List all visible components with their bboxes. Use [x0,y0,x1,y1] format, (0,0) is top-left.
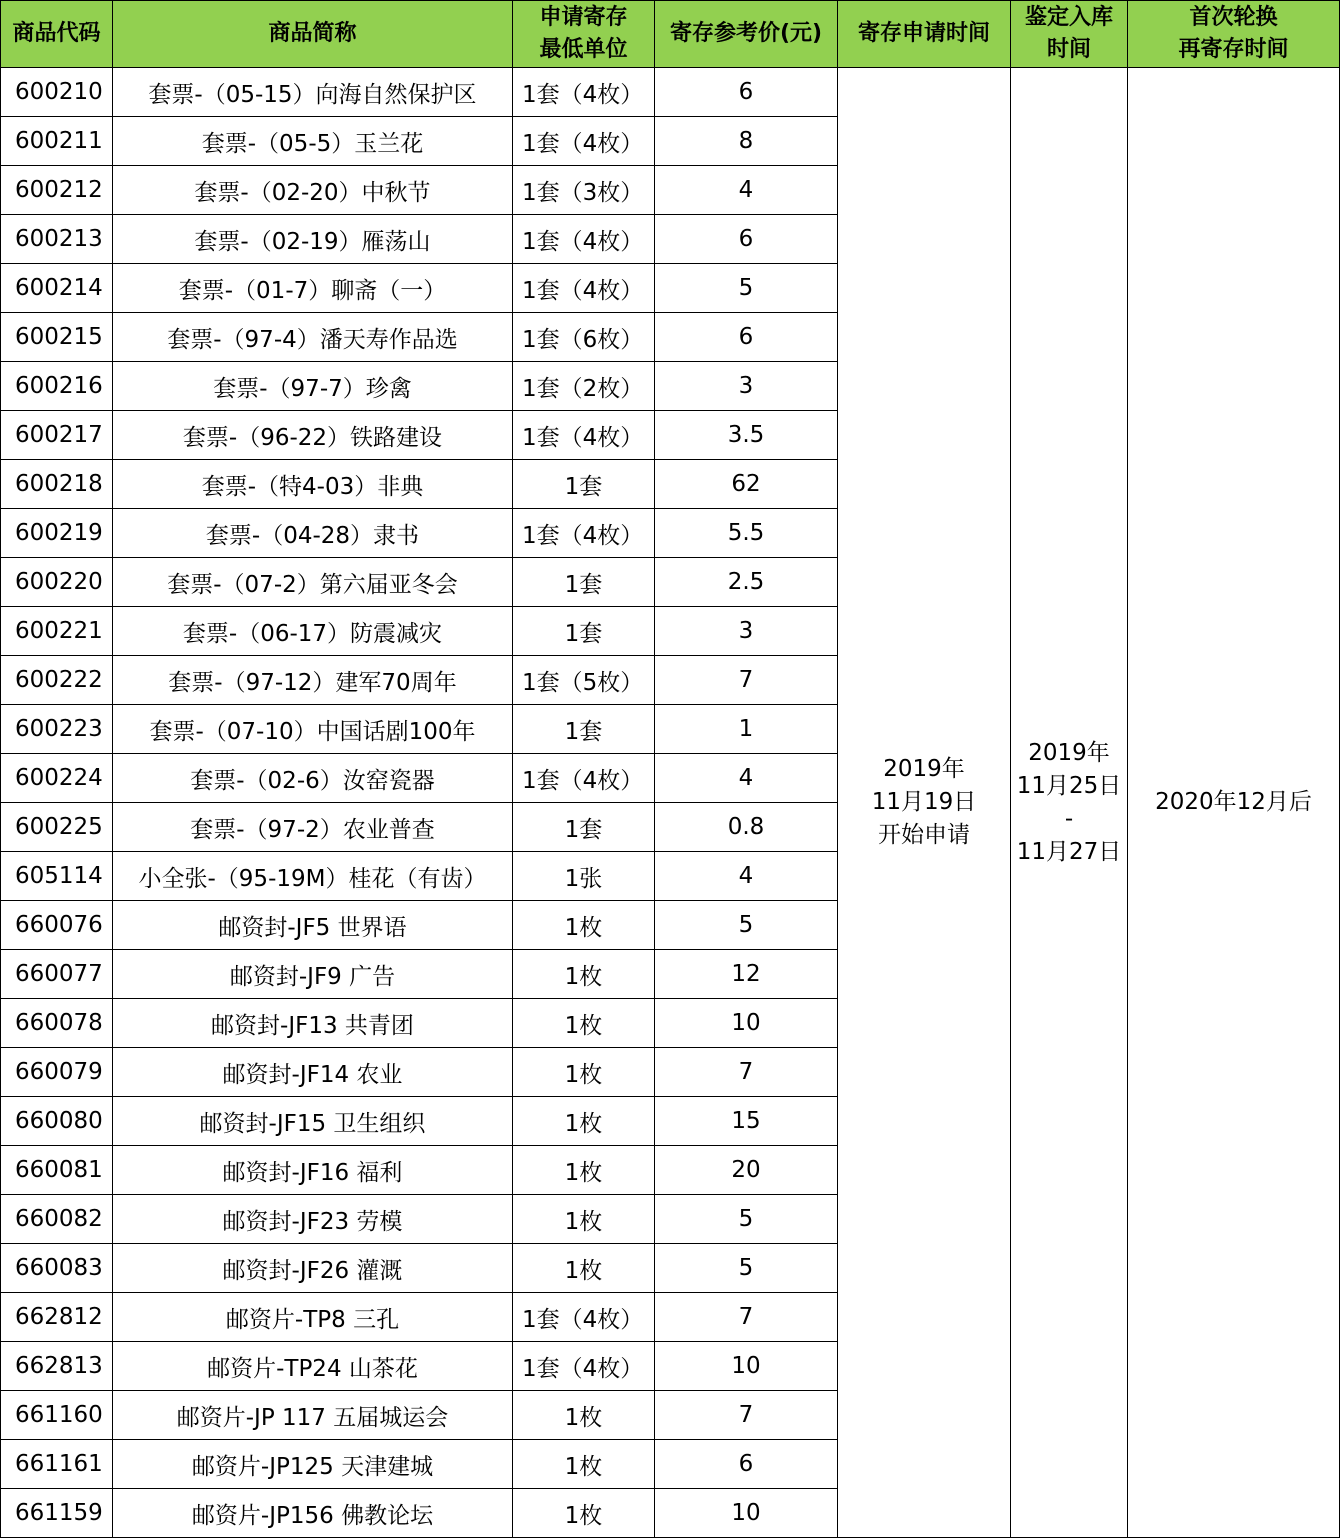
header-unit-line2: 最低单位 [539,37,628,62]
cell-unit: 1套 [513,460,655,509]
cell-price: 4 [655,166,838,215]
cell-name: 套票-（05-15）向海自然保护区 [113,68,513,117]
cell-name: 邮资片-JP125 天津建城 [113,1440,513,1489]
cell-name: 套票-（97-4）潘天寿作品选 [113,313,513,362]
cell-code: 600222 [1,656,113,705]
header-rotate-time [1128,1,1340,68]
cell-name: 邮资片-TP8 三孔 [113,1293,513,1342]
appraise-time-text: 11月25日 [1016,772,1122,799]
cell-unit: 1套（5枚） [513,656,655,705]
table-body [1,68,1340,1538]
header-appraise-time [1011,1,1128,68]
header-apply-time: 寄存申请时间 [838,1,1011,68]
header-row [1,1,1340,68]
cell-price: 3 [655,362,838,411]
cell-unit: 1枚 [513,1097,655,1146]
cell-unit: 1套（3枚） [513,166,655,215]
cell-unit: 1套（4枚） [513,68,655,117]
cell-code: 662812 [1,1293,113,1342]
cell-unit: 1套 [513,803,655,852]
cell-code: 661159 [1,1489,113,1538]
cell-price: 10 [655,999,838,1048]
header-code: 商品代码 [1,1,113,68]
cell-unit: 1套（4枚） [513,754,655,803]
cell-name: 套票-（01-7）聊斋（一） [113,264,513,313]
cell-name: 邮资封-JF9 广告 [113,950,513,999]
cell-unit: 1枚 [513,1146,655,1195]
cell-price: 6 [655,215,838,264]
cell-code: 660080 [1,1097,113,1146]
cell-name: 邮资封-JF23 劳模 [113,1195,513,1244]
cell-price: 7 [655,656,838,705]
cell-name: 邮资片-TP24 山茶花 [113,1342,513,1391]
cell-unit: 1套（4枚） [513,509,655,558]
cell-name: 套票-（02-19）雁荡山 [113,215,513,264]
cell-code: 660079 [1,1048,113,1097]
cell-price: 1 [655,705,838,754]
cell-unit: 1枚 [513,1244,655,1293]
cell-code: 600219 [1,509,113,558]
cell-name: 套票-（特4-03）非典 [113,460,513,509]
cell-price: 3.5 [655,411,838,460]
cell-price: 7 [655,1391,838,1440]
apply-time-text: 11月19日 [871,789,977,815]
cell-unit: 1套（4枚） [513,411,655,460]
cell-price: 10 [655,1342,838,1391]
cell-code: 660077 [1,950,113,999]
cell-code: 660083 [1,1244,113,1293]
cell-unit: 1套 [513,558,655,607]
cell-name: 小全张-（95-19M）桂花（有齿） [113,852,513,901]
cell-price: 0.8 [655,803,838,852]
cell-code: 600223 [1,705,113,754]
cell-name: 邮资封-JF26 灌溉 [113,1244,513,1293]
header-unit-line1: 申请寄存 [539,5,628,30]
cell-name: 套票-（96-22）铁路建设 [113,411,513,460]
header-name: 商品简称 [113,1,513,68]
appraise-time-text: 2019年 [1028,739,1110,766]
cell-code: 661160 [1,1391,113,1440]
cell-name: 套票-（07-10）中国话剧100年 [113,705,513,754]
table-header [1,1,1340,68]
cell-name: 邮资封-JF13 共青团 [113,999,513,1048]
cell-unit: 1套（4枚） [513,1342,655,1391]
cell-unit: 1套（4枚） [513,1293,655,1342]
cell-name: 邮资封-JF16 福利 [113,1146,513,1195]
cell-code: 600214 [1,264,113,313]
cell-code: 600216 [1,362,113,411]
cell-unit: 1枚 [513,999,655,1048]
cell-price: 3 [655,607,838,656]
cell-unit: 1套（2枚） [513,362,655,411]
appraise-time-text: 11月27日 [1016,838,1122,865]
cell-unit: 1套（6枚） [513,313,655,362]
cell-unit: 1套 [513,705,655,754]
cell-price: 6 [655,313,838,362]
table-row [1,68,1340,117]
cell-price: 5 [655,1244,838,1293]
header-rotate-line2: 再寄存时间 [1178,37,1289,62]
cell-price: 4 [655,754,838,803]
cell-code: 600220 [1,558,113,607]
cell-code: 600218 [1,460,113,509]
cell-price: 5.5 [655,509,838,558]
cell-code: 600224 [1,754,113,803]
cell-price: 6 [655,1440,838,1489]
cell-price: 4 [655,852,838,901]
apply-time-cell [838,68,1011,1538]
appraise-time-text: - [1064,805,1074,832]
header-rotate-line1: 首次轮换 [1189,5,1278,30]
cell-code: 605114 [1,852,113,901]
cell-price: 15 [655,1097,838,1146]
cell-unit: 1套（4枚） [513,117,655,166]
cell-price: 5 [655,264,838,313]
cell-price: 5 [655,1195,838,1244]
cell-name: 套票-（97-12）建军70周年 [113,656,513,705]
cell-price: 12 [655,950,838,999]
cell-code: 600225 [1,803,113,852]
cell-unit: 1张 [513,852,655,901]
cell-name: 邮资封-JF5 世界语 [113,901,513,950]
cell-unit: 1套 [513,607,655,656]
cell-code: 660076 [1,901,113,950]
cell-code: 600212 [1,166,113,215]
cell-code: 600210 [1,68,113,117]
cell-code: 660081 [1,1146,113,1195]
cell-name: 套票-（04-28）隶书 [113,509,513,558]
cell-name: 邮资封-JF14 农业 [113,1048,513,1097]
cell-name: 套票-（07-2）第六届亚冬会 [113,558,513,607]
cell-code: 600221 [1,607,113,656]
cell-code: 600215 [1,313,113,362]
cell-unit: 1枚 [513,1440,655,1489]
cell-code: 600217 [1,411,113,460]
cell-name: 套票-（02-20）中秋节 [113,166,513,215]
cell-price: 2.5 [655,558,838,607]
appraise-time-cell [1011,68,1128,1538]
cell-unit: 1枚 [513,1391,655,1440]
header-appraise-line2: 时间 [1046,37,1091,62]
cell-price: 8 [655,117,838,166]
cell-name: 邮资片-JP156 佛教论坛 [113,1489,513,1538]
cell-name: 套票-（06-17）防震减灾 [113,607,513,656]
cell-price: 5 [655,901,838,950]
cell-name: 套票-（97-2）农业普查 [113,803,513,852]
cell-name: 套票-（05-5）玉兰花 [113,117,513,166]
cell-unit: 1枚 [513,1048,655,1097]
cell-unit: 1套（4枚） [513,215,655,264]
cell-price: 10 [655,1489,838,1538]
cell-name: 邮资封-JF15 卫生组织 [113,1097,513,1146]
cell-code: 600211 [1,117,113,166]
cell-code: 600213 [1,215,113,264]
cell-name: 邮资片-JP 117 五届城运会 [113,1391,513,1440]
cell-code: 660082 [1,1195,113,1244]
cell-unit: 1枚 [513,1195,655,1244]
cell-unit: 1枚 [513,950,655,999]
rotate-time-cell: 2020年12月后 [1128,68,1340,1538]
cell-code: 662813 [1,1342,113,1391]
cell-name: 套票-（97-7）珍禽 [113,362,513,411]
header-price: 寄存参考价(元) [655,1,838,68]
cell-name: 套票-（02-6）汝窑瓷器 [113,754,513,803]
cell-price: 6 [655,68,838,117]
cell-price: 7 [655,1048,838,1097]
apply-time-text: 开始申请 [878,822,970,848]
cell-code: 661161 [1,1440,113,1489]
cell-unit: 1枚 [513,1489,655,1538]
header-appraise-line1: 鉴定入库 [1024,5,1113,30]
cell-unit: 1枚 [513,901,655,950]
cell-price: 62 [655,460,838,509]
apply-time-text: 2019年 [883,756,965,782]
cell-price: 20 [655,1146,838,1195]
cell-unit: 1套（4枚） [513,264,655,313]
header-unit [513,1,655,68]
cell-price: 7 [655,1293,838,1342]
cell-code: 660078 [1,999,113,1048]
